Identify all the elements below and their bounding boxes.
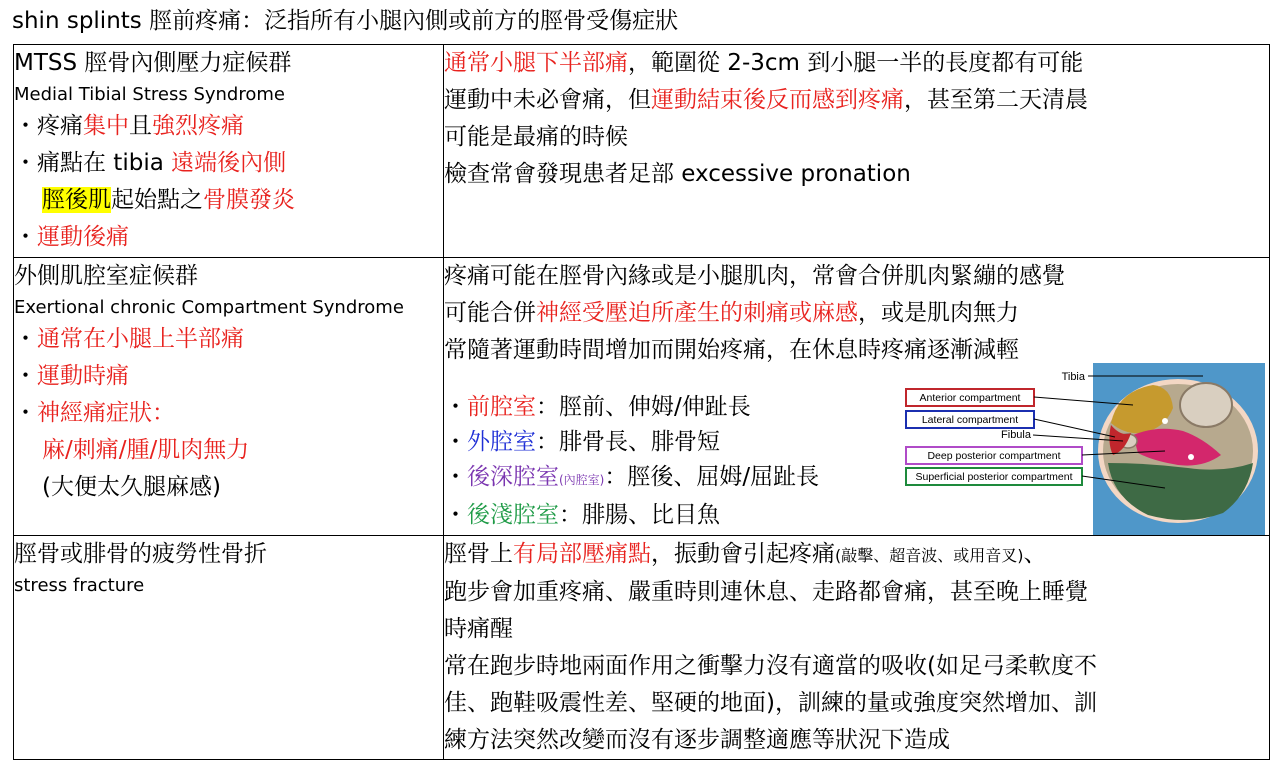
mtss-desc-3: 可能是最痛的時候 <box>444 124 628 150</box>
tibia-label: Tibia <box>1061 371 1085 383</box>
vessel-dot <box>1162 418 1168 424</box>
mtss-right-cell <box>444 45 1270 258</box>
mtss-desc-2-text-2: ，甚至第二天清晨 <box>904 87 1088 113</box>
table-row-compartment <box>14 258 1270 536</box>
shin-splints-table <box>13 44 1270 760</box>
mtss-desc-2-red: 運動結束後反而感到疼痛 <box>651 87 904 113</box>
fracture-desc-1-end: 、 <box>1023 541 1047 567</box>
fracture-desc-1-text-2: ，振動會引起疼痛 <box>651 541 835 567</box>
tibia-bone <box>1180 383 1232 427</box>
fracture-heading: 脛骨或腓骨的疲勞性骨折 <box>14 541 267 567</box>
mtss-bullet-3-dot: ・ <box>14 224 37 250</box>
mtss-bullet-2-cont <box>14 182 443 219</box>
bullet-dot: ・ <box>444 394 467 420</box>
compartment-bullet-3 <box>14 395 443 432</box>
compartment-note: (大便太久腿麻感) <box>42 474 221 500</box>
mtss-desc-2-text: 運動中未必會痛，但 <box>444 87 651 113</box>
compartment-desc-2-red: 神經受壓迫所產生的刺痛或麻感 <box>536 300 858 326</box>
mtss-desc-4: 檢查常會發現患者足部 excessive pronation <box>444 161 911 187</box>
compartment-desc-2 <box>444 295 1269 332</box>
mtss-bullet-2-cont-red: 骨膜發炎 <box>203 187 295 213</box>
title-zh: 脛前疼痛：泛指所有小腿內側或前方的脛骨受傷症狀 <box>149 8 679 34</box>
page-title <box>12 4 678 38</box>
fracture-desc-1 <box>444 536 1269 574</box>
compartment-desc-2-text: 可能合併 <box>444 300 536 326</box>
compartment-bullet-3-dot: ・ <box>14 400 37 426</box>
fibula-label: Fibula <box>1001 429 1031 441</box>
table-row-stress-fracture <box>14 536 1270 760</box>
compartment-desc-2-text-2: ，或是肌肉無力 <box>858 300 1019 326</box>
mtss-desc-1-text: ，範圍從 2-3cm 到小腿一半的長度都有可能 <box>628 50 1084 76</box>
mtss-bullet-3 <box>14 219 443 256</box>
compartment-bullet-1 <box>14 321 443 358</box>
mtss-bullet-2-red: 遠端後內側 <box>171 150 287 176</box>
superficial-diagram-label: Superficial posterior compartment <box>915 471 1073 483</box>
mtss-left-cell <box>14 45 444 258</box>
mtss-desc-2 <box>444 82 1269 119</box>
compartment-desc-3: 常隨著運動時間增加而開始疼痛，在休息時疼痛逐漸減輕 <box>444 337 1019 363</box>
lateral-label: 外腔室 <box>467 429 536 455</box>
compartment-bullet-1-dot: ・ <box>14 326 37 352</box>
bullet-dot: ・ <box>444 429 467 455</box>
fracture-desc-3: 時痛醒 <box>444 616 513 642</box>
table-row-mtss <box>14 45 1270 258</box>
title-en: shin splints <box>12 8 150 34</box>
compartment-right-cell <box>444 258 1270 536</box>
fracture-desc-1-text: 脛骨上 <box>444 541 513 567</box>
compartment-symptoms: 麻/刺痛/腫/肌肉無力 <box>42 437 250 463</box>
bullet-dot: ・ <box>444 502 467 528</box>
superficial-muscles: ：腓腸、比目魚 <box>559 502 720 528</box>
leg-cross-section-diagram <box>903 363 1265 535</box>
anterior-muscles: ：脛前、伸姆/伸趾長 <box>536 394 751 420</box>
mtss-bullet-2-cont-text: 起始點之 <box>111 187 203 213</box>
compartment-bullet-1-red: 通常在小腿上半部痛 <box>37 326 244 352</box>
mtss-desc-1-red: 通常小腿下半部痛 <box>444 50 628 76</box>
compartment-desc-1: 疼痛可能在脛骨內緣或是小腿肌肉，常會合併肌肉緊繃的感覺 <box>444 263 1065 289</box>
mtss-bullet-2-text: ・痛點在 tibia <box>14 150 172 176</box>
compartment-bullet-2 <box>14 358 443 395</box>
mtss-bullet-1-text: ・疼痛 <box>14 113 83 139</box>
fracture-desc-1-small: (敲擊、超音波、或用音叉) <box>835 546 1024 565</box>
vessel-dot <box>1188 454 1194 460</box>
mtss-highlight-term: 脛後肌 <box>42 187 111 213</box>
fracture-left-cell <box>14 536 444 760</box>
mtss-desc-1 <box>444 45 1269 82</box>
bullet-dot: ・ <box>444 464 467 490</box>
mtss-subtitle: Medial Tibial Stress Syndrome <box>14 84 285 105</box>
fracture-desc-2: 跑步會加重疼痛、嚴重時則連休息、走路都會痛，甚至晚上睡覺 <box>444 579 1088 605</box>
compartment-bullet-3-red: 神經痛症狀： <box>37 400 175 426</box>
mtss-bullet-1-red-2: 強烈疼痛 <box>152 113 244 139</box>
compartment-bullet-2-red: 運動時痛 <box>37 363 129 389</box>
mtss-bullet-1 <box>14 108 443 145</box>
mtss-bullet-2 <box>14 145 443 182</box>
mtss-bullet-1-red: 集中 <box>83 113 129 139</box>
anterior-label: 前腔室 <box>467 394 536 420</box>
mtss-heading: MTSS 脛骨內側壓力症候群 <box>14 50 292 76</box>
fracture-desc-5: 佳、跑鞋吸震性差、堅硬的地面)，訓練的量或強度突然增加、訓 <box>444 690 1097 716</box>
compartment-heading: 外側肌腔室症候群 <box>14 263 198 289</box>
mtss-bullet-3-red: 運動後痛 <box>37 224 129 250</box>
deep-label-note: (內腔室) <box>559 473 605 487</box>
deep-muscles: ：脛後、屈姆/屈趾長 <box>604 464 820 490</box>
fracture-right-cell <box>444 536 1270 760</box>
lateral-diagram-label: Lateral compartment <box>921 414 1019 426</box>
compartment-subtitle: Exertional chronic Compartment Syndrome <box>14 297 404 318</box>
deep-diagram-label: Deep posterior compartment <box>927 450 1061 462</box>
compartment-left-cell <box>14 258 444 536</box>
fracture-subtitle: stress fracture <box>14 575 145 596</box>
anterior-diagram-label: Anterior compartment <box>919 392 1021 404</box>
superficial-label: 後淺腔室 <box>467 502 559 528</box>
fracture-desc-4: 常在跑步時地兩面作用之衝擊力沒有適當的吸收(如足弓柔軟度不 <box>444 653 1097 679</box>
lateral-muscles: ：腓骨長、腓骨短 <box>536 429 720 455</box>
fracture-desc-1-red: 有局部壓痛點 <box>513 541 651 567</box>
fracture-desc-6: 練方法突然改變而沒有逐步調整適應等狀況下造成 <box>444 727 950 753</box>
deep-label: 後深腔室 <box>467 464 559 490</box>
mtss-bullet-1-text-2: 且 <box>129 113 152 139</box>
compartment-bullet-2-dot: ・ <box>14 363 37 389</box>
